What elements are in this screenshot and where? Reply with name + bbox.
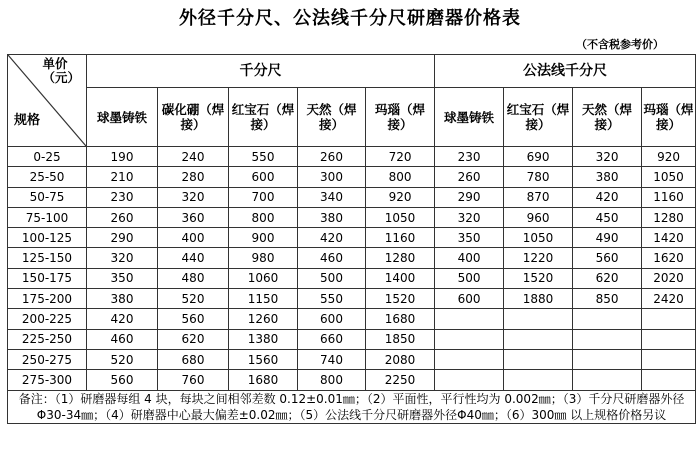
price-cell: 480	[158, 268, 229, 288]
price-cell: 360	[158, 207, 229, 227]
price-cell: 1280	[642, 207, 696, 227]
price-cell: 1520	[366, 289, 435, 309]
price-cell: 460	[298, 248, 366, 268]
price-cell: 700	[229, 187, 298, 207]
table-row	[8, 309, 696, 329]
table-row	[8, 207, 696, 227]
diagonal-header-cell	[8, 55, 87, 147]
price-cell	[435, 329, 504, 349]
price-cell: 230	[87, 187, 158, 207]
price-cell	[573, 309, 642, 329]
price-cell	[435, 370, 504, 390]
table-row	[8, 248, 696, 268]
price-cell: 190	[87, 147, 158, 167]
column-header-micrometer-2: 碳化硼（焊接）	[158, 88, 229, 147]
spec-cell: 150-175	[8, 268, 87, 288]
price-cell: 260	[435, 167, 504, 187]
price-cell: 350	[87, 268, 158, 288]
unit-sub-text: （元）	[42, 70, 80, 85]
price-cell: 2080	[366, 349, 435, 369]
price-cell	[435, 309, 504, 329]
group-header-gear-micrometer: 公法线千分尺	[435, 55, 696, 88]
column-header-gear-micrometer-2: 红宝石（焊接）	[504, 88, 573, 147]
price-cell: 720	[366, 147, 435, 167]
group-header-micrometer: 千分尺	[87, 55, 435, 88]
table-row	[8, 289, 696, 309]
price-cell: 620	[573, 268, 642, 288]
page-title: 外径千分尺、公法线千分尺研磨器价格表	[179, 8, 521, 29]
price-cell: 1400	[366, 268, 435, 288]
column-header-micrometer-3: 红宝石（焊接）	[229, 88, 298, 147]
price-cell: 280	[158, 167, 229, 187]
price-cell: 520	[87, 349, 158, 369]
price-cell: 550	[298, 289, 366, 309]
price-cell: 560	[87, 370, 158, 390]
spec-cell: 25-50	[8, 167, 87, 187]
spec-cell: 275-300	[8, 370, 87, 390]
price-cell: 800	[366, 167, 435, 187]
price-cell: 1160	[366, 228, 435, 248]
price-cell: 380	[298, 207, 366, 227]
price-cell: 600	[298, 309, 366, 329]
column-header-gear-micrometer-4: 玛瑙（焊接）	[642, 88, 696, 147]
price-cell: 420	[573, 187, 642, 207]
price-cell	[642, 329, 696, 349]
price-cell: 440	[158, 248, 229, 268]
price-cell: 1850	[366, 329, 435, 349]
price-cell	[573, 329, 642, 349]
price-cell: 620	[158, 329, 229, 349]
price-cell: 1880	[504, 289, 573, 309]
price-cell: 350	[435, 228, 504, 248]
price-cell: 260	[87, 207, 158, 227]
spec-cell: 125-150	[8, 248, 87, 268]
price-cell	[642, 370, 696, 390]
price-cell: 1620	[642, 248, 696, 268]
price-cell: 1260	[229, 309, 298, 329]
price-cell: 920	[366, 187, 435, 207]
price-cell: 300	[298, 167, 366, 187]
spec-cell: 75-100	[8, 207, 87, 227]
spec-cell: 100-125	[8, 228, 87, 248]
price-cell: 550	[229, 147, 298, 167]
table-row	[8, 147, 696, 167]
price-cell: 600	[229, 167, 298, 187]
spec-cell: 175-200	[8, 289, 87, 309]
price-cell: 400	[158, 228, 229, 248]
spec-cell: 200-225	[8, 309, 87, 329]
price-cell: 850	[573, 289, 642, 309]
footnote: 备注：（1）研磨器每组 4 块，每块之间相邻差数 0.12±0.01㎜；（2）平面性，平行性均为 0.002㎜；（3）千分尺研磨器外径Φ30-34㎜；（4）研磨器中心最大偏差±0.02㎜；（5）公法线千分尺研磨器外径Φ40㎜；（6）300㎜ 以上规格价格另议	[8, 390, 696, 423]
price-cell: 1380	[229, 329, 298, 349]
price-cell: 1050	[504, 228, 573, 248]
column-header-micrometer-4: 天然（焊接）	[298, 88, 366, 147]
column-header-gear-micrometer-3: 天然（焊接）	[573, 88, 642, 147]
price-cell	[642, 349, 696, 369]
price-cell: 900	[229, 228, 298, 248]
price-cell	[504, 349, 573, 369]
table-row	[8, 187, 696, 207]
price-cell: 560	[573, 248, 642, 268]
price-cell	[435, 349, 504, 369]
price-cell: 1680	[366, 309, 435, 329]
price-cell	[573, 349, 642, 369]
price-cell: 320	[573, 147, 642, 167]
price-cell: 500	[435, 268, 504, 288]
price-cell: 2420	[642, 289, 696, 309]
price-cell: 920	[642, 147, 696, 167]
price-cell: 1050	[366, 207, 435, 227]
tax-note: （不含税参考价）	[576, 38, 664, 51]
price-cell: 660	[298, 329, 366, 349]
price-cell	[504, 329, 573, 349]
price-cell	[504, 309, 573, 329]
price-cell: 740	[298, 349, 366, 369]
spec-cell: 0-25	[8, 147, 87, 167]
price-cell: 690	[504, 147, 573, 167]
price-table	[7, 54, 696, 424]
price-cell: 420	[87, 309, 158, 329]
unit-label	[42, 57, 80, 85]
price-cell: 870	[504, 187, 573, 207]
price-cell: 340	[298, 187, 366, 207]
price-cell: 2020	[642, 268, 696, 288]
price-cell: 1150	[229, 289, 298, 309]
price-cell: 290	[435, 187, 504, 207]
price-cell: 1280	[366, 248, 435, 268]
price-cell: 400	[435, 248, 504, 268]
price-cell: 560	[158, 309, 229, 329]
price-cell: 520	[158, 289, 229, 309]
price-cell: 1220	[504, 248, 573, 268]
price-cell: 450	[573, 207, 642, 227]
price-cell: 290	[87, 228, 158, 248]
price-cell	[504, 370, 573, 390]
price-cell: 800	[229, 207, 298, 227]
price-cell: 2250	[366, 370, 435, 390]
price-cell: 680	[158, 349, 229, 369]
price-cell: 980	[229, 248, 298, 268]
table-row	[8, 228, 696, 248]
table-row	[8, 167, 696, 187]
price-cell: 1680	[229, 370, 298, 390]
price-cell: 420	[298, 228, 366, 248]
price-cell: 1050	[642, 167, 696, 187]
column-header-micrometer-5: 玛瑙（焊接）	[366, 88, 435, 147]
table-row	[8, 329, 696, 349]
price-cell: 500	[298, 268, 366, 288]
price-cell: 210	[87, 167, 158, 187]
price-cell: 230	[435, 147, 504, 167]
table-row	[8, 370, 696, 390]
column-header-gear-micrometer-1: 球墨铸铁	[435, 88, 504, 147]
price-cell: 1060	[229, 268, 298, 288]
table-row	[8, 349, 696, 369]
price-cell: 320	[87, 248, 158, 268]
price-cell: 1420	[642, 228, 696, 248]
price-cell: 600	[435, 289, 504, 309]
price-cell: 260	[298, 147, 366, 167]
table-row	[8, 268, 696, 288]
column-header-micrometer-1: 球墨铸铁	[87, 88, 158, 147]
spec-label: 规格	[14, 113, 41, 128]
price-cell: 1560	[229, 349, 298, 369]
price-cell: 960	[504, 207, 573, 227]
price-cell: 760	[158, 370, 229, 390]
price-cell: 460	[87, 329, 158, 349]
price-cell: 1160	[642, 187, 696, 207]
price-cell: 1520	[504, 268, 573, 288]
unit-label-text: 单价	[42, 56, 68, 71]
price-cell: 490	[573, 228, 642, 248]
price-cell	[573, 370, 642, 390]
price-cell: 380	[87, 289, 158, 309]
price-cell: 320	[158, 187, 229, 207]
price-cell	[642, 309, 696, 329]
price-cell: 780	[504, 167, 573, 187]
price-cell: 380	[573, 167, 642, 187]
price-cell: 240	[158, 147, 229, 167]
spec-cell: 225-250	[8, 329, 87, 349]
price-cell: 320	[435, 207, 504, 227]
spec-cell: 50-75	[8, 187, 87, 207]
price-cell: 800	[298, 370, 366, 390]
spec-cell: 250-275	[8, 349, 87, 369]
